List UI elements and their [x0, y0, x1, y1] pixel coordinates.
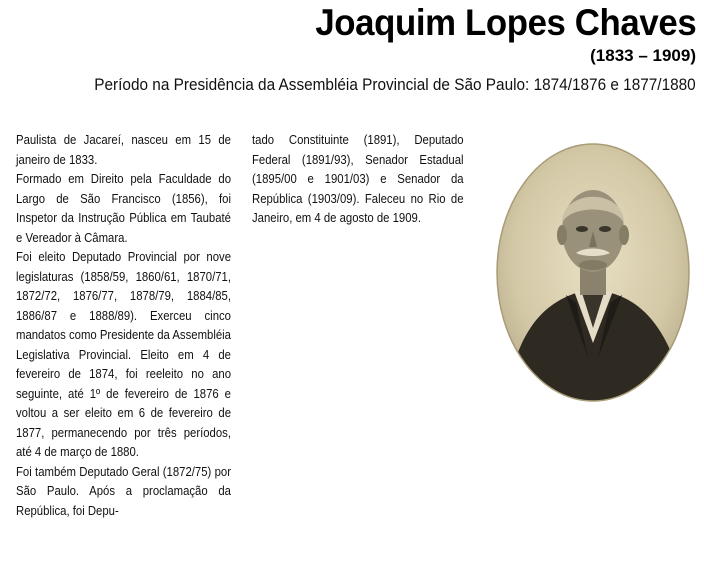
portrait-image: [496, 143, 690, 402]
page-title: Joaquim Lopes Chaves: [315, 2, 696, 43]
bio-column-1: [16, 130, 230, 520]
bio-column-2: [252, 130, 464, 228]
bio-paragraph: Paulista de Jacareí, nasceu em 15 de janeiro de 1833.: [16, 132, 231, 167]
presidency-period: Período na Presidência da Assembléia Provincial de São Paulo: 1874/1876 e 1877/1880: [94, 76, 696, 94]
bio-paragraph: tado Constituinte (1891), Deputado Federal (1891/93), Senador Estadual (1895/00 e 1901/03) e Senador da República (1903/09). Faleceu no Rio de Janeiro, em 4 de agosto de 1909.: [252, 132, 464, 225]
bio-paragraph: Formado em Direito pela Faculdade do Largo de São Francisco (1856), foi Inspetor da Instrução Pública em Taubaté e Vereador à Câmara.: [16, 171, 231, 245]
life-dates: (1833 – 1909): [590, 46, 696, 65]
bio-paragraph: Foi eleito Deputado Provincial por nove legislaturas (1858/59, 1860/61, 1870/71, 1872/72, 1876/77, 1878/79, 1884/85, 1886/87 e 1888/89). Exerceu cinco mandatos como Presidente da Assembléia Legislativa Provincial. Eleito em 4 de fevereiro de 1874, foi reeleito no ano seguinte, até 1º de fevereiro de 1876 e voltou a ser eleito em 6 de fevereiro de 1877, permanecendo por três períodos, até 4 de março de 1880.: [16, 249, 231, 459]
bio-paragraph: Foi também Deputado Geral (1872/75) por São Paulo. Após a proclamação da República, foi Depu-: [16, 463, 231, 518]
portrait-photo: [496, 143, 690, 402]
